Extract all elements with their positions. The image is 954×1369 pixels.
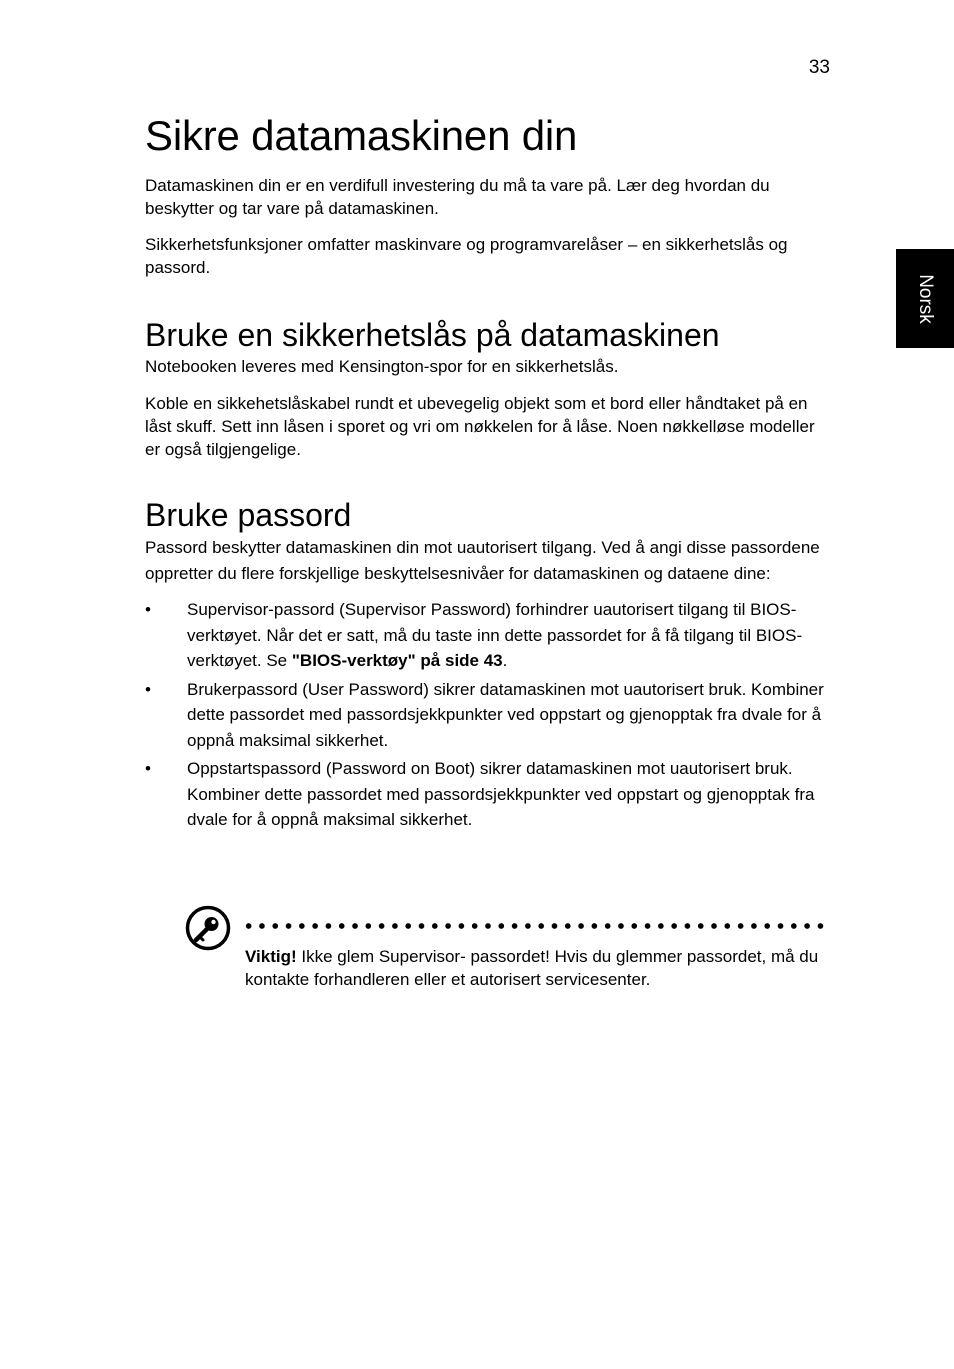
intro-paragraph-2: Sikkerhetsfunksjoner omfatter maskinvare og programvarelåser – en sikkerhetslås og passord.: [145, 235, 788, 277]
list-item: [145, 756, 830, 833]
bullet-icon: •: [145, 759, 151, 778]
list-item-suffix: .: [502, 651, 508, 670]
cross-reference-link[interactable]: "BIOS-verktøy" på side 43: [291, 651, 503, 670]
bullet-icon: •: [145, 600, 151, 619]
password-types-list: [145, 597, 830, 833]
important-note: [185, 905, 830, 1005]
note-label: Viktig!: [245, 947, 297, 966]
list-item-text: Brukerpassord (User Password) sikrer datamaskinen mot uautorisert bruk. Kombiner dette passordet med passordsjekkpunkter ved oppstart og gjenopptak fra dvale for å oppnå maksimal sikkerhet.: [187, 679, 824, 750]
dotted-divider: [242, 923, 827, 929]
list-item: [145, 597, 830, 674]
list-item-text: Oppstartspassord (Password on Boot) sikrer datamaskinen mot uautorisert bruk. Kombiner dette passordet med passordsjekkpunkter ved oppstart og gjenopptak fra dvale for å oppnå maksimal sikkerhet.: [187, 759, 815, 829]
note-body: Ikke glem Supervisor- passordet! Hvis du glemmer passordet, må du kontakte forhandleren eller et autorisert servicesenter.: [245, 947, 819, 989]
intro-paragraph-1: Datamaskinen din er en verdifull investering du må ta vare på. Lær deg hvordan du beskytter og tar vare på datamaskinen.: [145, 176, 770, 218]
lock-paragraph-2: Koble en sikkehetslåskabel rundt et ubevegelig objekt som et bord eller håndtaket på en låst skuff. Sett inn låsen i sporet og vri om nøkkelen for å låse. Noen nøkkelløse modeller er også tilgjengelige.: [145, 394, 815, 459]
page-number: 33: [808, 57, 830, 78]
page-content: [145, 108, 830, 836]
key-icon: [185, 905, 231, 951]
password-paragraph: Passord beskytter datamaskinen din mot uautorisert tilgang. Ved å angi disse passordene oppretter du flere forskjellige beskyttelsesnivåer for datamaskinen og dataene dine:: [145, 538, 820, 583]
page-title: Sikre datamaskinen din: [145, 112, 578, 159]
section-heading-password: Bruke passord: [145, 497, 352, 533]
section-heading-lock: Bruke en sikkerhetslås på datamaskinen: [145, 317, 720, 353]
language-tab-label: Norsk: [915, 273, 936, 324]
list-item-text: Supervisor-passord (Supervisor Password) forhindrer uautorisert tilgang til BIOS-verktøyet. Når det er satt, må du taste inn dette passordet for å få tilgang til BIOS-verktøyet. Se: [187, 600, 803, 670]
note-text: [245, 945, 830, 991]
lock-paragraph-1: Notebooken leveres med Kensington-spor for en sikkerhetslås.: [145, 357, 619, 376]
list-item: [145, 677, 830, 754]
bullet-icon: •: [145, 679, 151, 699]
language-tab: [896, 249, 954, 348]
